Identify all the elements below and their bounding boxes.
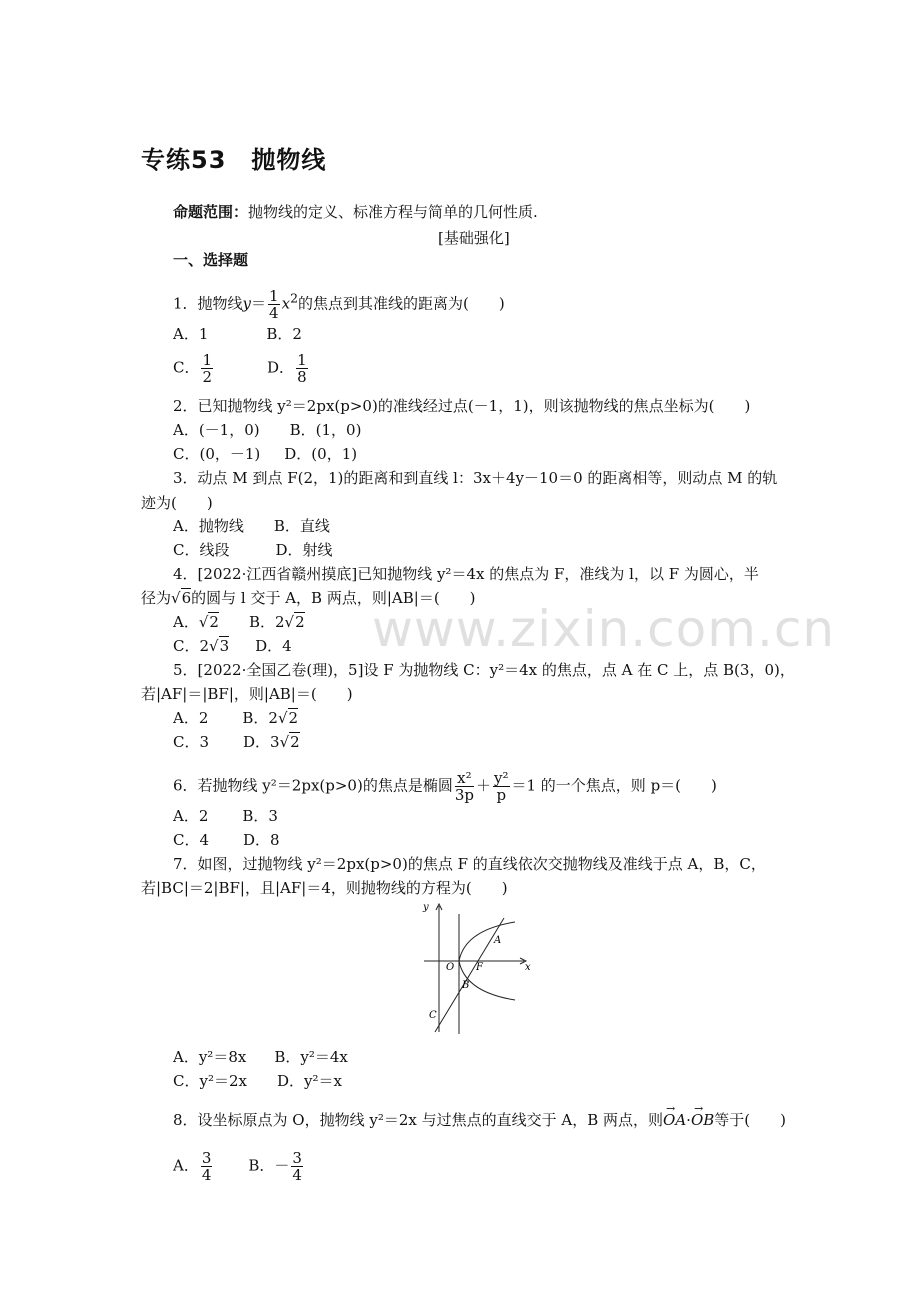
q1-options-ab: A．1 B．2 xyxy=(173,325,302,343)
fraction: $\frac{1}{4}$ xyxy=(269,287,279,322)
label-y: y xyxy=(423,902,429,913)
question-7-line2: 若|BC|＝2|BF|，且|AF|＝4，则抛物线的方程为( ) xyxy=(141,879,508,897)
q3-options-ab: A．抛物线 B．直线 xyxy=(173,517,330,535)
parabola-figure xyxy=(420,900,540,1036)
label-focus: F xyxy=(476,962,483,973)
q3-options-cd: C．线段 D．射线 xyxy=(173,541,333,559)
q1-options-cd: C． $\frac{1}{2}$ D． $\frac{1}{8}$ xyxy=(173,351,307,386)
question-3-line1: 3．动点 M 到点 F(2，1)的距离和到直线 l：3x＋4y－10＝0 的距离相等，则动点 M 的轨 xyxy=(173,469,778,487)
q7-options-ab: A．y²＝8x B．y²＝4x xyxy=(173,1048,348,1066)
question-5-line2: 若|AF|＝|BF|，则|AB|＝( ) xyxy=(141,685,353,703)
scope-text: 抛物线的定义、标准方程与简单的几何性质. xyxy=(248,203,538,221)
page-title: 专练53 抛物线 xyxy=(141,146,327,174)
question-2: 2．已知抛物线 y²＝2px(p>0)的准线经过点(－1，1)，则该抛物线的焦点坐标为( ) xyxy=(173,397,751,415)
q7-options-cd: C．y²＝2x D．y²＝x xyxy=(173,1072,342,1090)
scope-label: 命题范围： xyxy=(173,203,249,221)
q8-options: A． $\frac{3}{4}$ B．－ $\frac{3}{4}$ xyxy=(173,1149,302,1184)
question-4-line2: 径为√6的圆与 l 交于 A，B 两点，则|AB|＝( ) xyxy=(141,589,476,607)
label-origin: O xyxy=(446,962,455,973)
question-5-line1: 5．[2022·全国乙卷(理)，5]设 F 为抛物线 C：y²＝4x 的焦点，点 A 在 C 上，点 B(3，0)， xyxy=(173,661,795,679)
question-8: 8．设坐标原点为 O，抛物线 y²＝2x 与过焦点的直线交于 A，B 两点，则→ OA·→ OB等于( ) xyxy=(173,1110,786,1130)
question-3-line2: 迹为( ) xyxy=(141,494,213,512)
question-6: 6．若抛物线 y²＝2px(p>0)的焦点是椭圆 $\frac{\text{x²}}{3p}$ ＋ $\frac{\text{y²}}{p}$ ＝1 的一个焦点，则 p＝( ) xyxy=(173,769,717,804)
q4-options-ab: A．√2 B．2√2 xyxy=(173,613,305,631)
q6-options-ab: A．2 B．3 xyxy=(173,807,278,825)
label-point-b: B xyxy=(462,980,470,991)
question-4-line1: 4．[2022·江西省赣州摸底]已知抛物线 y²＝4x 的焦点为 F，准线为 l，以 F 为圆心，半 xyxy=(173,565,759,583)
scope-line xyxy=(173,202,538,222)
watermark: www.zixin.com.cn xyxy=(372,600,836,658)
question-1: 1．抛物线y＝ $\frac{1}{4}$ $x^2$的焦点到其准线的距离为( ) xyxy=(173,287,505,322)
q6-options-cd: C．4 D．8 xyxy=(173,831,280,849)
label-point-c: C xyxy=(429,1010,437,1021)
label-x: x xyxy=(525,962,531,973)
q2-options-ab: A．(－1，0) B．(1，0) xyxy=(173,421,362,439)
q4-options-cd: C．2√3 D．4 xyxy=(173,637,292,655)
q2-options-cd: C．(0，－1) D．(0，1) xyxy=(173,445,358,463)
question-7-line1: 7．如图，过抛物线 y²＝2px(p>0)的焦点 F 的直线依次交抛物线及准线于点 A，B，C， xyxy=(173,855,766,873)
section-label: [基础强化] xyxy=(438,229,510,247)
q5-options-cd: C．3 D．3√2 xyxy=(173,733,300,751)
q5-options-ab: A．2 B．2√2 xyxy=(173,709,299,727)
label-point-a: A xyxy=(494,935,502,946)
part-heading: 一、选择题 xyxy=(173,251,249,269)
